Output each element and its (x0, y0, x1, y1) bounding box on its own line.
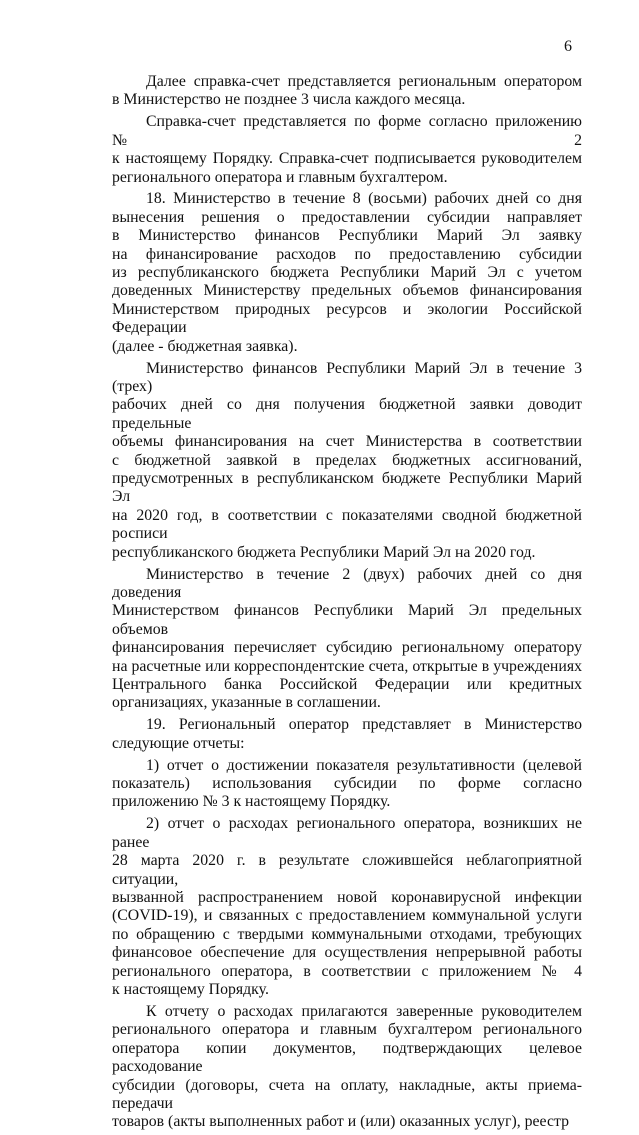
paragraph (112, 360, 582, 562)
text-line: Справка-счет представляется по форме согласно приложению № 2 (112, 113, 582, 149)
text-line: 19. Региональный оператор представляет в Министерство (146, 716, 582, 734)
text-line: (далее - бюджетная заявка). (112, 337, 298, 355)
text-line: в Министерство не позднее 3 числа каждого месяца. (112, 91, 466, 109)
text-line: организациях, указанные в соглашении. (112, 694, 381, 712)
text-line: Министерством природных ресурсов и экологии Российской Федерации (112, 300, 582, 337)
text-line: к настоящему Порядку. (112, 981, 269, 998)
text-line: регионального оператора, в соответствии с приложением № 4 (112, 962, 582, 980)
text-line: 18. Министерство в течение 8 (восьми) рабочих дней со дня (146, 190, 582, 208)
text-line: 2) отчет о расходах регионального оператора, возникших не ранее (112, 815, 582, 851)
text-line: К отчету о расходах прилагаются заверенные руководителем (146, 1002, 582, 1020)
text-line: регионального оператора и главным бухгалтером. (112, 168, 448, 186)
text-line: доведенных Министерству предельных объемов финансирования (112, 282, 582, 300)
paragraph (112, 716, 582, 753)
text-line: Центрального банка Российской Федерации или кредитных (112, 676, 582, 693)
text-line: республиканского бюджета Республики Марий Эл на 2020 год. (112, 543, 536, 561)
text-line: Министерство финансов Республики Марий Эл в течение 3 (трех) (112, 359, 582, 395)
text-line: субсидии (договоры, счета на оплату, накладные, акты приема-передачи (112, 1076, 582, 1112)
paragraph (112, 1003, 582, 1132)
text-line: на 2020 год, в соответствии с показателями сводной бюджетной росписи (112, 506, 582, 543)
text-line: к настоящему Порядку. Справка-счет подписывается руководителем (112, 150, 582, 168)
text-line: Министерством финансов Республики Марий Эл предельных объемов (112, 602, 582, 638)
text-line: оператора копии документов, подтверждающих целевое расходование (112, 1039, 582, 1076)
paragraph (112, 113, 582, 187)
text-line: в Министерство финансов Республики Марий Эл заявку (112, 227, 582, 245)
text-line: объемы финансирования на счет Министерства в соответствии (112, 433, 582, 451)
text-line: показатель) использования субсидии по форме согласно (112, 775, 582, 793)
text-line: регионального оператора и главным бухгалтером регионального (112, 1021, 582, 1039)
text-line: Министерство в течение 2 (двух) рабочих дней со дня доведения (112, 565, 582, 601)
paragraph (112, 757, 582, 812)
page-number: 6 (564, 38, 572, 55)
paragraph (112, 566, 582, 713)
text-line: по обращению с твердыми коммунальными отходами, требующих (112, 925, 582, 943)
paragraph (112, 73, 582, 110)
document-body (112, 73, 582, 1135)
text-line: предусмотренных в республиканском бюджете Республики Марий Эл (112, 470, 582, 506)
text-line: из республиканского бюджета Республики Марий Эл с учетом (112, 264, 582, 282)
text-line: финансирования перечисляет субсидию региональному оператору (112, 639, 582, 657)
text-line: 28 марта 2020 г. в результате сложившейся неблагоприятной ситуации, (112, 852, 582, 888)
text-line: товаров (акты выполненных работ и (или) оказанных услуг), реестр (112, 1113, 569, 1131)
text-line: финансовое обеспечение для осуществления непрерывной работы (112, 944, 582, 962)
text-line: следующие отчеты: (112, 734, 245, 752)
paragraph (112, 190, 582, 356)
text-line: (COVID-19), и связанных с предоставлением коммунальной услуги (112, 907, 582, 925)
text-line: вызванной распространением новой коронавирусной инфекции (112, 888, 582, 906)
text-line: вынесения решения о предоставлении субсидии направляет (112, 208, 582, 226)
text-line: рабочих дней со дня получения бюджетной заявки доводит предельные (112, 396, 582, 432)
text-line: на расчетные или корреспондентские счета, открытые в учреждениях (112, 657, 582, 675)
text-line: с бюджетной заявкой в пределах бюджетных ассигнований, (112, 451, 582, 469)
paragraph (112, 815, 582, 999)
text-line: Далее справка-счет представляется региональным оператором (146, 73, 582, 90)
text-line: на финансирование расходов по предоставлению субсидии (112, 245, 582, 263)
text-line: 1) отчет о достижении показателя результативности (целевой (146, 756, 582, 774)
text-line: приложению № 3 к настоящему Порядку. (112, 793, 391, 811)
